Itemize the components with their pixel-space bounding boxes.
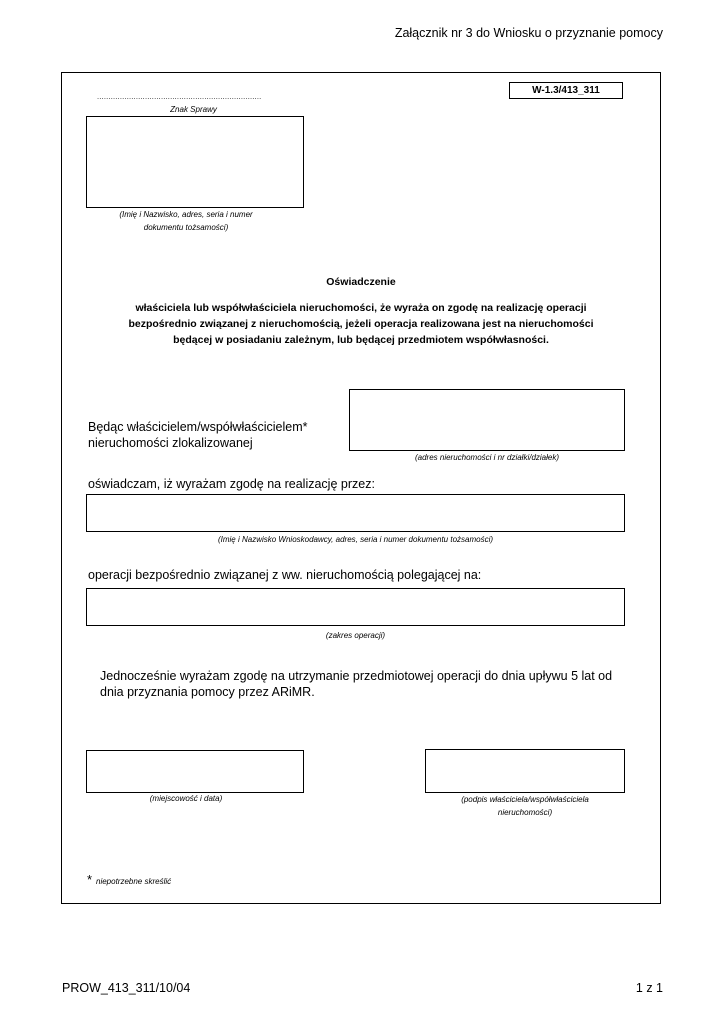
operation-scope-caption: (zakres operacji) — [325, 631, 386, 640]
statement-subtitle-line1: właściciela lub współwłaściciela nieruchomości, że wyraża on zgodę na realizację operacji — [135, 302, 587, 314]
place-date-caption: (miejscowość i data) — [149, 794, 223, 803]
property-address-caption: (adres nieruchomości i nr działki/działek) — [414, 453, 560, 462]
maintenance-text — [100, 668, 612, 700]
identity-caption-line1: (Imię i Nazwisko, adres, seria i numer — [119, 210, 253, 219]
footer-form-code: PROW_413_311/10/04 — [62, 981, 191, 995]
form-code: W-1.3/413_311 — [509, 82, 623, 99]
property-address-field[interactable] — [349, 389, 625, 451]
signature-caption-line1: (podpis właściciela/współwłaściciela — [461, 795, 589, 804]
statement-subtitle-line2: bezpośrednio związanej z nieruchomością, jeżeli operacja realizowana jest na nieruchomości — [128, 318, 594, 330]
footnote-star: * — [87, 872, 93, 887]
property-text-line2: nieruchomości zlokalizowanej — [88, 436, 253, 450]
identity-field[interactable] — [86, 116, 304, 208]
case-number-dots: ........................................................................ — [97, 92, 262, 101]
consent-text: oświadczam, iż wyrażam zgodę na realizację przez: — [88, 477, 375, 491]
applicant-field[interactable] — [86, 494, 625, 532]
statement-title: Oświadczenie — [326, 276, 396, 288]
attachment-header: Załącznik nr 3 do Wniosku o przyznanie pomocy — [394, 26, 663, 40]
property-text-line1: Będąc właścicielem/współwłaścicielem* — [88, 420, 308, 434]
operation-text: operacji bezpośrednio związanej z ww. nieruchomością polegającej na: — [88, 568, 482, 582]
case-number-label: Znak Sprawy — [170, 105, 217, 114]
identity-caption-line2: dokumentu tożsamości) — [143, 223, 229, 232]
maintenance-text-line2: dnia przyznania pomocy przez ARiMR. — [100, 685, 315, 699]
maintenance-text-line1: Jednocześnie wyrażam zgodę na utrzymanie przedmiotowej operacji do dnia upływu 5 lat od — [100, 669, 613, 683]
place-date-field[interactable] — [86, 750, 304, 793]
page-number: 1 z 1 — [635, 981, 663, 995]
applicant-caption: (Imię i Nazwisko Wnioskodawcy, adres, seria i numer dokumentu tożsamości) — [217, 535, 494, 544]
statement-subtitle-line3: będącej w posiadaniu zależnym, lub będącej przedmiotem współwłasności. — [173, 334, 549, 346]
footnote-text: niepotrzebne skreślić — [96, 877, 172, 886]
property-text — [88, 419, 308, 451]
signature-caption-line2: nieruchomości) — [497, 808, 553, 817]
signature-field[interactable] — [425, 749, 625, 793]
operation-scope-field[interactable] — [86, 588, 625, 626]
statement-subtitle — [86, 300, 636, 348]
